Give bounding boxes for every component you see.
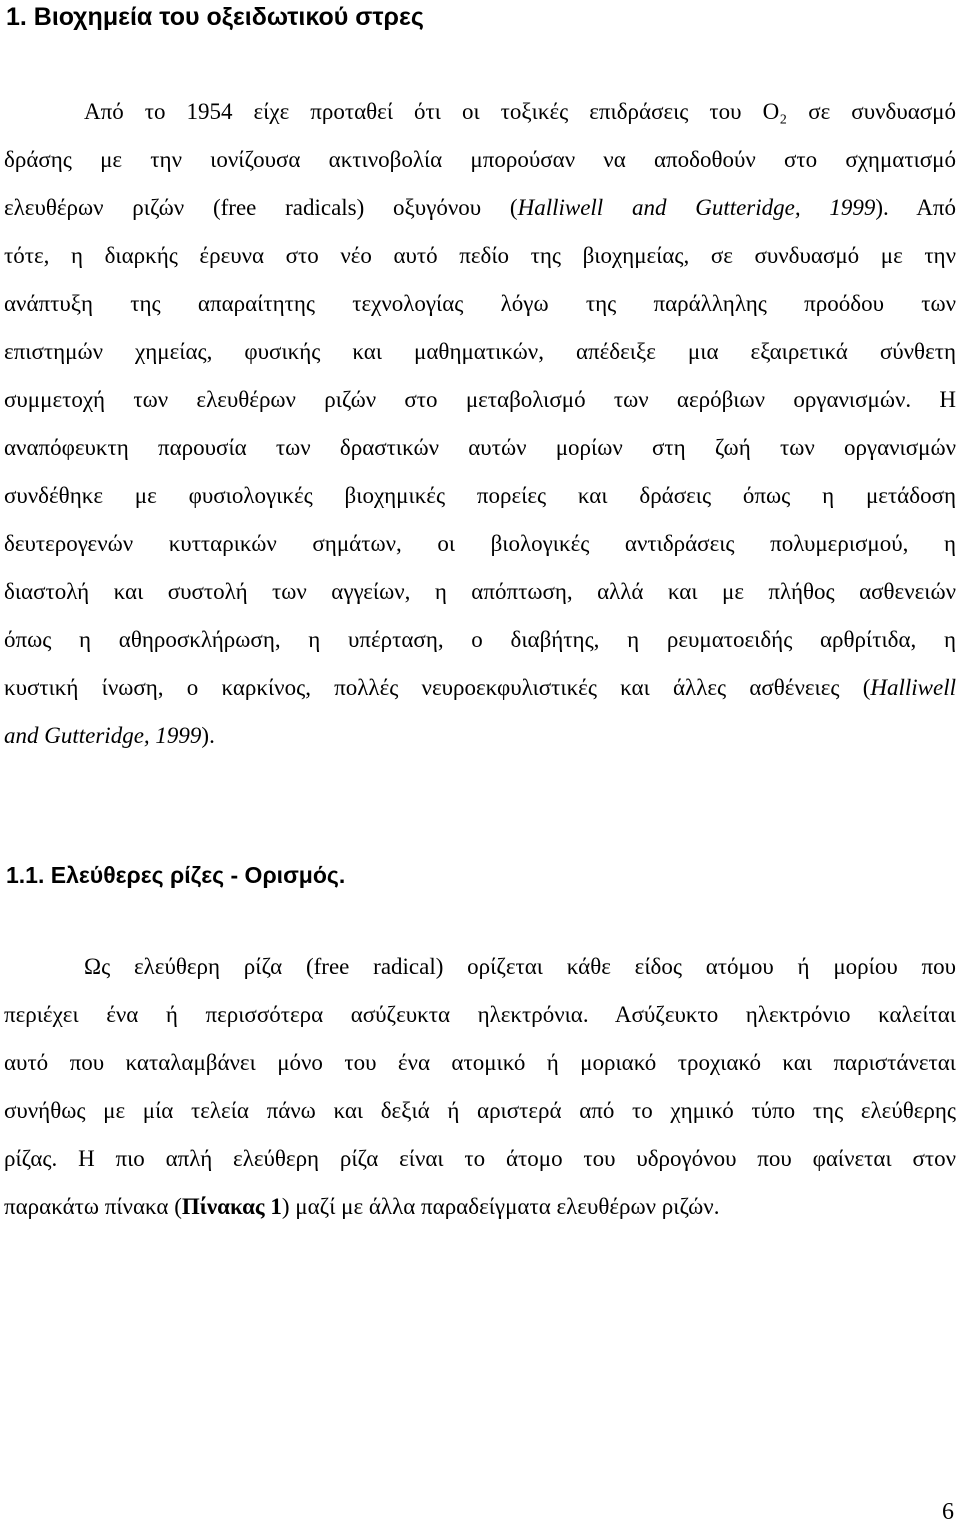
table-reference: Πίνακας 1 (181, 1194, 282, 1219)
text-line: συμμετοχή των ελευθέρων ριζών στο μεταβολισμό των αερόβιων οργανισμών. Η (4, 387, 956, 412)
text-line: δράσης με την ιονίζουσα ακτινοβολία μπορούσαν να αποδοθούν στο σχηματισμό (4, 147, 956, 172)
text-line (4, 1187, 956, 1227)
text-line (4, 188, 956, 228)
text-run: ). Από (875, 195, 956, 220)
text-line: Από το 1954 είχε προταθεί ότι οι τοξικές επιδράσεις του O₂ σε συνδυασμό (84, 99, 956, 124)
citation: Halliwell (870, 675, 956, 700)
text-line: συνδέθηκε με φυσιολογικές βιοχημικές πορείες και δράσεις όπως η μετάδοση (4, 483, 956, 508)
text-run: ) μαζί με άλλα παραδείγματα ελευθέρων ριζών. (281, 1194, 720, 1219)
text-line: συνήθως με μία τελεία πάνω και δεξιά ή αριστερά από το χημικό τύπο της ελεύθερης (4, 1098, 956, 1123)
text-line: ρίζας. Η πιο απλή ελεύθερη ρίζα είναι το άτομο του υδρογόνου που φαίνεται στον (4, 1146, 956, 1171)
text-line: όπως η αθηροσκλήρωση, η υπέρταση, ο διαβήτης, η ρευματοειδής αρθρίτιδα, η (4, 627, 956, 652)
text-line: επιστημών χημείας, φυσικής και μαθηματικών, απέδειξε μια εξαιρετικά σύνθετη (4, 339, 956, 364)
text-run: παρακάτω πίνακα ( (4, 1194, 182, 1219)
citation: Halliwell and Gutteridge, 1999 (517, 195, 876, 220)
page-number: 6 (942, 1499, 954, 1525)
text-line: αυτό που καταλαμβάνει μόνο του ένα ατομικό ή μοριακό τροχιακό και παριστάνεται (4, 1050, 956, 1075)
text-run: ). (201, 723, 215, 748)
text-line: δευτερογενών κυτταρικών σημάτων, οι βιολογικές αντιδράσεις πολυμερισμού, η (4, 531, 956, 556)
citation: and Gutteridge, 1999 (4, 723, 202, 748)
text-line (4, 716, 956, 756)
subsection-heading: 1.1. Ελεύθερες ρίζες - Ορισμός. (6, 862, 346, 888)
text-run: ελευθέρων ριζών (free radicals) οξυγόνου ( (4, 195, 518, 220)
text-line: διαστολή και συστολή των αγγείων, η απόπτωση, αλλά και με πλήθος ασθενειών (4, 579, 956, 604)
text-line: περιέχει ένα ή περισσότερα ασύζευκτα ηλεκτρόνια. Ασύζευκτο ηλεκτρόνιο καλείται (4, 1002, 956, 1027)
text-run: κυστική ίνωση, ο καρκίνος, πολλές νευροεκφυλιστικές και άλλες ασθένειες ( (4, 675, 871, 700)
section-heading: 1. Βιοχημεία του οξειδωτικού στρες (6, 3, 424, 31)
text-line: αναπόφευκτη παρουσία των δραστικών αυτών μορίων στη ζωή των οργανισμών (4, 435, 956, 460)
text-line: ανάπτυξη της απαραίτητης τεχνολογίας λόγω της παράλληλης προόδου των (4, 291, 956, 316)
text-line: τότε, η διαρκής έρευνα στο νέο αυτό πεδίο της βιοχημείας, σε συνδυασμό με την (4, 243, 956, 268)
text-line: Ως ελεύθερη ρίζα (free radical) ορίζεται κάθε είδος ατόμου ή μορίου που (84, 954, 956, 979)
text-line (4, 668, 956, 708)
